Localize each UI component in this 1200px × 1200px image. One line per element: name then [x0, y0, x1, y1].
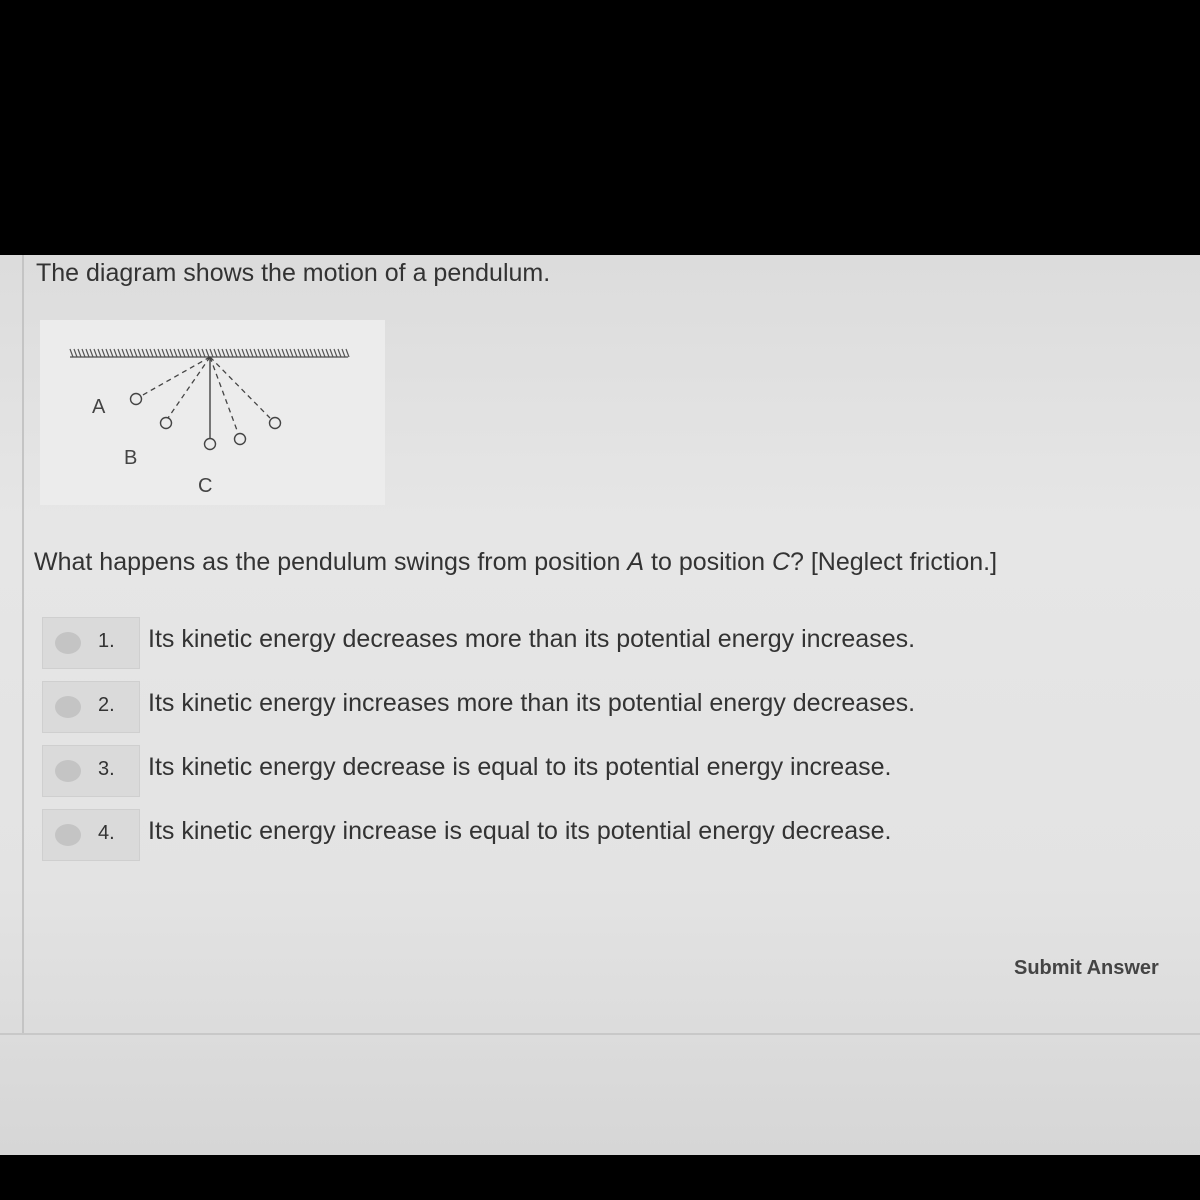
ceiling-hatch-mark [98, 349, 101, 357]
ceiling-hatch-mark [338, 349, 341, 357]
label-c: C [198, 475, 213, 497]
ceiling-hatch-mark [134, 349, 137, 357]
ceiling-hatch-mark [238, 349, 241, 357]
ceiling-hatch-mark [194, 349, 197, 357]
ceiling-hatch-mark [94, 349, 97, 357]
choice-text: Its kinetic energy increases more than its potential energy decreases. [148, 689, 916, 717]
ceiling-hatch-mark [270, 349, 273, 357]
choice-selector-box[interactable] [42, 809, 140, 861]
choice-selector-box[interactable] [42, 681, 140, 733]
ceiling-hatch-mark [298, 349, 301, 357]
pendulum-position-right-1 [210, 357, 246, 445]
ceiling-hatch-mark [330, 349, 333, 357]
ceiling-hatch-mark [218, 349, 221, 357]
ceiling-hatch-mark [234, 349, 237, 357]
ceiling-hatch-mark [326, 349, 329, 357]
ceiling-hatch-mark [210, 349, 213, 357]
ceiling-hatch-mark [106, 349, 109, 357]
ceiling-hatch-mark [306, 349, 309, 357]
question-title: The diagram shows the motion of a pendulum. [36, 259, 551, 287]
ceiling-hatch-mark [178, 349, 181, 357]
ceiling-hatch-mark [174, 349, 177, 357]
ceiling-hatch-mark [278, 349, 281, 357]
ceiling-hatch-mark [230, 349, 233, 357]
question-text [34, 548, 997, 577]
ceiling-hatch-mark [286, 349, 289, 357]
ceiling-hatch-mark [290, 349, 293, 357]
answer-choice-4[interactable] [40, 809, 1140, 861]
ceiling-hatch-mark [198, 349, 201, 357]
ceiling-hatch-mark [110, 349, 113, 357]
ceiling-hatch-mark [222, 349, 225, 357]
ceiling-hatch-mark [150, 349, 153, 357]
ceiling-hatch-mark [142, 349, 145, 357]
radio-button[interactable] [55, 824, 81, 846]
radio-button[interactable] [55, 632, 81, 654]
pendulum-position-c [205, 357, 216, 450]
ceiling-hatch-mark [170, 349, 173, 357]
question-position-c: C [771, 548, 790, 576]
ceiling-hatch-mark [342, 349, 345, 357]
question-text-part-2: to position [644, 548, 772, 576]
submit-answer-button[interactable]: Submit Answer [1014, 957, 1159, 979]
ceiling-hatch-mark [74, 349, 77, 357]
question-text-part-1: What happens as the pendulum swings from position [34, 548, 628, 576]
ceiling-hatch-mark [266, 349, 269, 357]
ceiling-hatch-mark [118, 349, 121, 357]
ceiling-hatch-mark [242, 349, 245, 357]
radio-button[interactable] [55, 696, 81, 718]
ceiling-hatch-mark [166, 349, 169, 357]
quiz-screen [0, 255, 1200, 1155]
ceiling-hatch-mark [250, 349, 253, 357]
ceiling-hatch-mark [154, 349, 157, 357]
ceiling-hatch-mark [158, 349, 161, 357]
choice-selector-box[interactable] [42, 617, 140, 669]
ceiling-hatch-mark [86, 349, 89, 357]
choice-number: 3. [98, 758, 115, 780]
ceiling-hatch-mark [70, 349, 73, 357]
bottom-divider [0, 1033, 1200, 1035]
choice-number: 2. [98, 694, 115, 716]
ceiling-hatch-mark [190, 349, 193, 357]
pendulum-diagram [40, 320, 385, 505]
pendulum-position-a [131, 357, 211, 405]
ceiling-hatch-mark [102, 349, 105, 357]
ceiling-hatch-mark [322, 349, 325, 357]
question-position-a: A [627, 548, 645, 576]
pendulum-position-right-2 [210, 357, 281, 429]
pendulum-diagram-svg [40, 320, 385, 505]
pendulum-position-b [161, 357, 211, 429]
ceiling-hatch-mark [146, 349, 149, 357]
answer-choice-2[interactable] [40, 681, 1140, 733]
ceiling-hatch-mark [186, 349, 189, 357]
ceiling-hatch-mark [82, 349, 85, 357]
ceiling-hatch-mark [334, 349, 337, 357]
ceiling-hatch-mark [274, 349, 277, 357]
ceiling-hatch-mark [258, 349, 261, 357]
ceiling-hatch-mark [262, 349, 265, 357]
choice-selector-box[interactable] [42, 745, 140, 797]
ceiling-hatch-mark [246, 349, 249, 357]
radio-button[interactable] [55, 760, 81, 782]
ceiling-hatch-mark [162, 349, 165, 357]
ceiling-hatch-mark [138, 349, 141, 357]
ceiling-hatch-mark [78, 349, 81, 357]
ceiling-hatch-mark [126, 349, 129, 357]
ceiling-hatch-mark [302, 349, 305, 357]
ceiling-hatch-mark [90, 349, 93, 357]
ceiling-hatch-mark [314, 349, 317, 357]
ceiling-hatch-mark [226, 349, 229, 357]
ceiling-hatch-mark [202, 349, 205, 357]
ceiling-hatch-mark [318, 349, 321, 357]
ceiling-hatch-mark [182, 349, 185, 357]
ceiling-hatch-mark [114, 349, 117, 357]
ceiling-hatch-mark [254, 349, 257, 357]
ceiling-hatch-mark [310, 349, 313, 357]
choice-number: 4. [98, 822, 115, 844]
choice-text: Its kinetic energy decreases more than its potential energy increases. [148, 625, 916, 653]
ceiling-hatch-mark [294, 349, 297, 357]
left-divider [22, 255, 24, 1035]
ceiling-hatch-mark [282, 349, 285, 357]
answer-choice-3[interactable] [40, 745, 1140, 797]
question-text-part-3: ? [Neglect friction.] [790, 548, 998, 576]
ceiling [70, 349, 349, 357]
label-a: A [92, 396, 106, 418]
choice-text: Its kinetic energy increase is equal to its potential energy decrease. [148, 817, 892, 845]
answer-choice-1[interactable] [40, 617, 1140, 669]
ceiling-hatch-mark [346, 349, 349, 357]
ceiling-hatch-mark [130, 349, 133, 357]
choice-number: 1. [98, 630, 115, 652]
choice-text: Its kinetic energy decrease is equal to its potential energy increase. [148, 753, 892, 781]
ceiling-hatch-mark [206, 349, 209, 357]
label-b: B [124, 447, 138, 469]
ceiling-hatch-mark [122, 349, 125, 357]
ceiling-hatch-mark [214, 349, 217, 357]
